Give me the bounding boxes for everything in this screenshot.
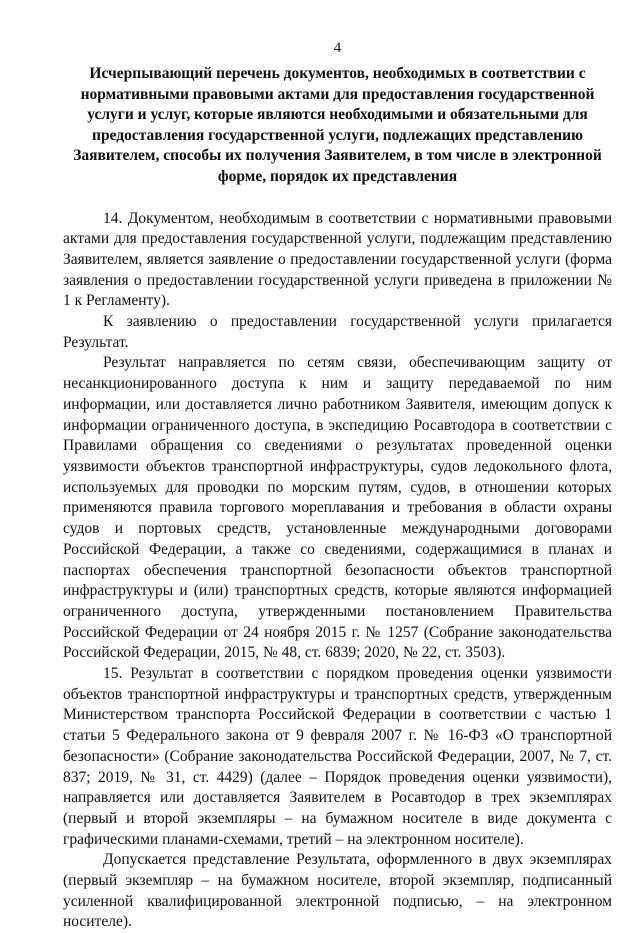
- paragraph-result-delivery: Результат направляется по сетям связи, обеспечивающим защиту от несанкционированного доступа к ним и защиту передаваемой по ним информации, или доставляется лично работником Заявителя, имеющим допуск к информации ограниченного доступа, в экспедицию Росавтодора в соответствии с Правилами обращения со сведениями о результатах проведенной оценки уязвимости объектов транспортной инфраструктуры, судов ледокольного флота, используемых для проводки по морским путям, судов, в отношении которых применяются правила торгового мореплавания и требования в области охраны судов и портовых средств, установленные международными договорами Российской Федерации, а также со сведениями, содержащимися в планах и паспортах обеспечения транспортной безопасности объектов транспортной инфраструктуры и (или) транспортных средств, которые являются информацией ограниченного доступа, утвержденными постановлением Правительства Российской Федерации от 24 ноября 2015 г. № 1257 (Собрание законодательства Российской Федерации, 2015, № 48, ст. 6839; 2020, № 22, ст. 3503).: [63, 354, 612, 662]
- paragraph-15: 15. Результат в соответствии с порядком проведения оценки уязвимости объектов транспортной инфраструктуры и транспортных средств, утвержденным Министерством транспорта Российской Федерации в соответствии с частью 1 статьи 5 Федерального закона от 9 февраля 2007 г. № 16-ФЗ «О транспортной безопасности» (Собрание законодательства Российской Федерации, 2007, № 7, ст. 837; 2019, № 31, ст. 4429) (далее – Порядок проведения оценки уязвимости), направляется или доставляется Заявителем в Росавтодор в трех экземплярах (первый и второй экземпляры – на бумажном носителе в виде документа с графическими планами-схемами, третий – на электронном носителе).: [63, 665, 612, 848]
- paragraph-two-copies: Допускается представление Результата, оформленного в двух экземплярах (первый экземпляр – на бумажном носителе, второй экземпляр, подписанный усиленной квалифицированной электронной подписью, – на электронном носителе).: [63, 851, 612, 931]
- section-heading: Исчерпывающий перечень документов, необходимых в соответствии с нормативными правовыми актами для предоставления государственной услуги и услуг, которые являются необходимыми и обязательными для предоставления государственной услуги, подлежащих представлению Заявителем, способы их получения Заявителем, в том числе в электронной форме, порядок их представления: [73, 65, 602, 185]
- paragraph-attachment: К заявлению о предоставлении государственной услуги прилагается Результат.: [63, 313, 612, 351]
- paragraph-14: 14. Документом, необходимым в соответствии с нормативными правовыми актами для предоставления государственной услуги, подлежащим представлению Заявителем, является заявление о предоставлении государственной услуги (форма заявления о предоставлении государственной услуги приведена в приложении № 1 к Регламенту).: [63, 209, 612, 310]
- page-number: 4: [333, 40, 342, 56]
